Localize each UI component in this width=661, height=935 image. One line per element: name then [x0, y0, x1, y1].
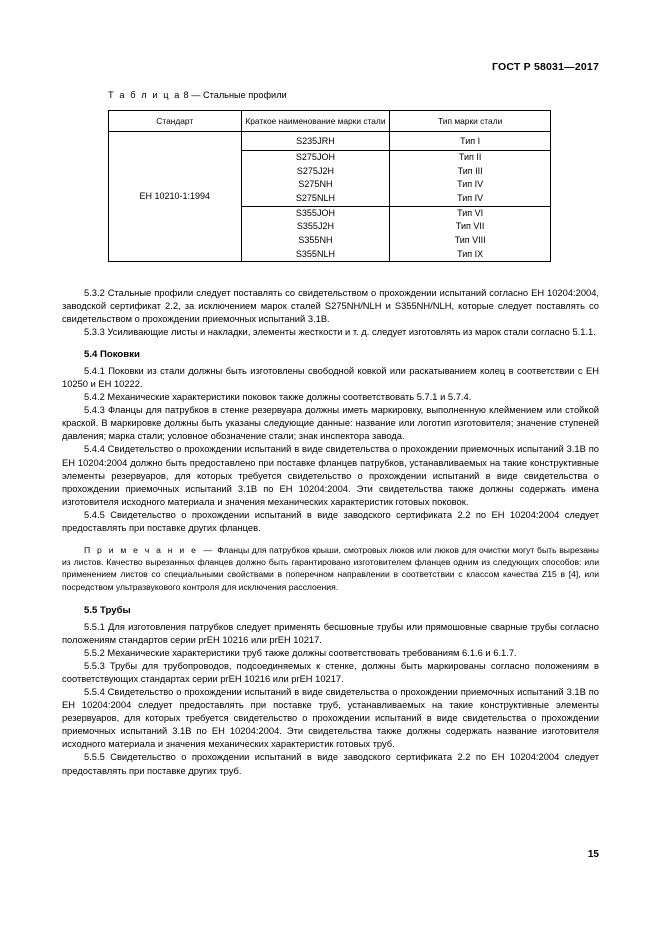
- paragraph-5-3-3: 5.3.3 Усиливающие листы и накладки, элементы жесткости и т. д. следует изготовлять из марок стали согласно 5.1.1.: [84, 327, 596, 338]
- note-label: П р и м е ч а н и е: [84, 544, 198, 555]
- column-header-standard: Стандарт: [109, 111, 242, 132]
- paragraph-5-5-5: 5.5.5 Свидетельство о прохождении испытаний в виде заводского сертификата 2.2 по ЕН 10204:2004 следует предоставлять при поставке других труб.: [62, 752, 599, 776]
- paragraph-5-4-5: 5.4.5 Свидетельство о прохождении испытаний в виде заводского сертификата 2.2 по ЕН 10204:2004 следует предоставлять при поставке других фланцев.: [62, 509, 599, 533]
- table-header-row: [109, 111, 551, 132]
- cell-type: Тип IV: [457, 179, 484, 190]
- table-row: [109, 132, 551, 151]
- table-header: [109, 111, 551, 132]
- cell-grade-group: [241, 151, 390, 207]
- cell-grade: S275JOH: [295, 152, 335, 162]
- cell-type: Тип VI: [457, 207, 484, 218]
- cell-type: Тип IV: [457, 193, 484, 204]
- note-block: [62, 544, 599, 593]
- cell-type: Тип II: [458, 152, 482, 162]
- cell-grade: S275NH: [298, 179, 333, 190]
- cell-grade: S355NLH: [295, 248, 335, 259]
- cell-standard: ЕН 10210-1:1994: [109, 132, 242, 262]
- steel-profiles-table: [108, 110, 551, 262]
- table-caption-label: Т а б л и ц а: [108, 90, 181, 100]
- paragraph-5-5-1: 5.5.1 Для изготовления патрубков следует применять бесшовные трубы или прямошовные сварные трубы согласно положениям стандартов серии prЕН 10216 или prЕН 10217.: [62, 621, 599, 646]
- paragraph-5-4-4: 5.4.4 Свидетельство о прохождении испытаний в виде свидетельства о прохождении приемочных испытаний 3.1В по ЕН 10204:2004 должно быть предоставлено при поставке фланцев патрубков, устанавливаемых на такие конструктивные элементы резервуаров, для которых требуется свидетельство о прохождении испытаний в виде свидетельства о прохождении приемочных испытаний 3.1В по ЕН 10204:2004. Эти свидетельства также должны содержать имена изготовителя исходного материала и значения механических характеристик готовых поковок.: [62, 444, 599, 507]
- body-text: [62, 287, 599, 778]
- note-dash: —: [203, 544, 212, 555]
- table-caption: [108, 90, 287, 100]
- paragraph-5-5-4: 5.5.4 Свидетельство о прохождении испытаний в виде свидетельства о прохождении приемочных испытаний 3.1В по ЕН 10204:2004 следует предоставлять при поставке труб, устанавливаемых на такие конструктивные элементы резервуаров, для которых требуется свидетельство о прохождении испытаний в виде свидетельства о прохождении приемочных испытаний 3.1В по ЕН 10204:2004. Эти свидетельства также должны содержать название изготовителя исходного материала и значения механических характеристик готовых труб.: [62, 687, 599, 750]
- cell-type-group: [390, 151, 551, 207]
- cell-grade: S355NH: [298, 235, 333, 246]
- heading-5-4: 5.4 Поковки: [84, 349, 140, 361]
- table-caption-number: 8: [183, 90, 189, 100]
- cell-type: Тип VII: [455, 221, 485, 232]
- paragraph-5-5-3: 5.5.3 Трубы для трубопроводов, подсоединяемых к стенке, должны быть маркированы согласно положениям в соответствующих стандартах серии prЕН 10216 или prЕН 10217.: [62, 661, 599, 685]
- cell-type: Тип IX: [457, 248, 484, 259]
- column-header-grade: Краткое наименование марки стали: [241, 111, 390, 132]
- note-text: Фланцы для патрубков крыши, смотровых люков или люков для очистки могут быть вырезаны из листов. Качество вырезанных фланцев должно быть гарантировано изготовителем фланцев одним из следующих способов: или применением листов со специальными свойствами в поперечном направлении в соответствии с классом качества Z15 в [4], или посредством ультразвукового контроля для исключения расслоения.: [62, 544, 599, 592]
- table-body: [109, 132, 551, 262]
- paragraph-5-3-2: 5.3.2 Стальные профили следует поставлять со свидетельством о прохождении испытаний согласно ЕН 10204:2004, заводской сертификат 2.2, за исключением марок сталей S275NH/NLH и S355NH/NLH, которые следует поставлять со свидетельством о прохождении приемочных испытаний 3.1В.: [62, 288, 599, 325]
- cell-grade: S275NLH: [295, 193, 335, 204]
- spacer: [62, 593, 599, 604]
- paragraph-5-5-2: 5.5.2 Механические характеристики труб также должны соответствовать требованиям 6.1.6 и 6.1.7.: [84, 648, 517, 659]
- paragraph-5-4-3: 5.4.3 Фланцы для патрубков в стенке резервуара должны иметь маркировку, выполненную клеймением или стойкой краской. В маркировке должны быть указаны следующие данные: название или логотип изготовителя; значение ступеней давления; марка стали; условное обозначение стали; знак инспектора завода.: [62, 405, 599, 442]
- cell-type: Тип I: [390, 132, 551, 151]
- spacer: [62, 535, 599, 544]
- paragraph-5-4-1: 5.4.1 Поковки из стали должны быть изготовлены свободной ковкой или раскатыванием колец в соответствии с ЕН 10250 и ЕН 10222.: [62, 366, 599, 390]
- running-head: ГОСТ Р 58031—2017: [491, 61, 599, 73]
- cell-grade: S355JOH: [295, 207, 335, 218]
- cell-grade-group: [241, 206, 390, 262]
- table-caption-title: Стальные профили: [202, 90, 287, 100]
- heading-5-5: 5.5 Трубы: [84, 604, 131, 616]
- cell-grade: S235JRH: [241, 132, 390, 151]
- page-number: 15: [587, 849, 599, 860]
- spacer: [62, 339, 599, 348]
- cell-grade: S275J2H: [296, 165, 334, 176]
- cell-type-group: [390, 206, 551, 262]
- column-header-type: Тип марки стали: [390, 111, 551, 132]
- paragraph-5-4-2: 5.4.2 Механические характеристики поковок также должны соответствовать 5.7.1 и 5.7.4.: [84, 392, 472, 403]
- cell-grade: S355J2H: [296, 221, 334, 232]
- cell-type: Тип III: [457, 165, 483, 176]
- table-caption-dash: —: [191, 90, 201, 100]
- cell-type: Тип VIII: [454, 235, 486, 246]
